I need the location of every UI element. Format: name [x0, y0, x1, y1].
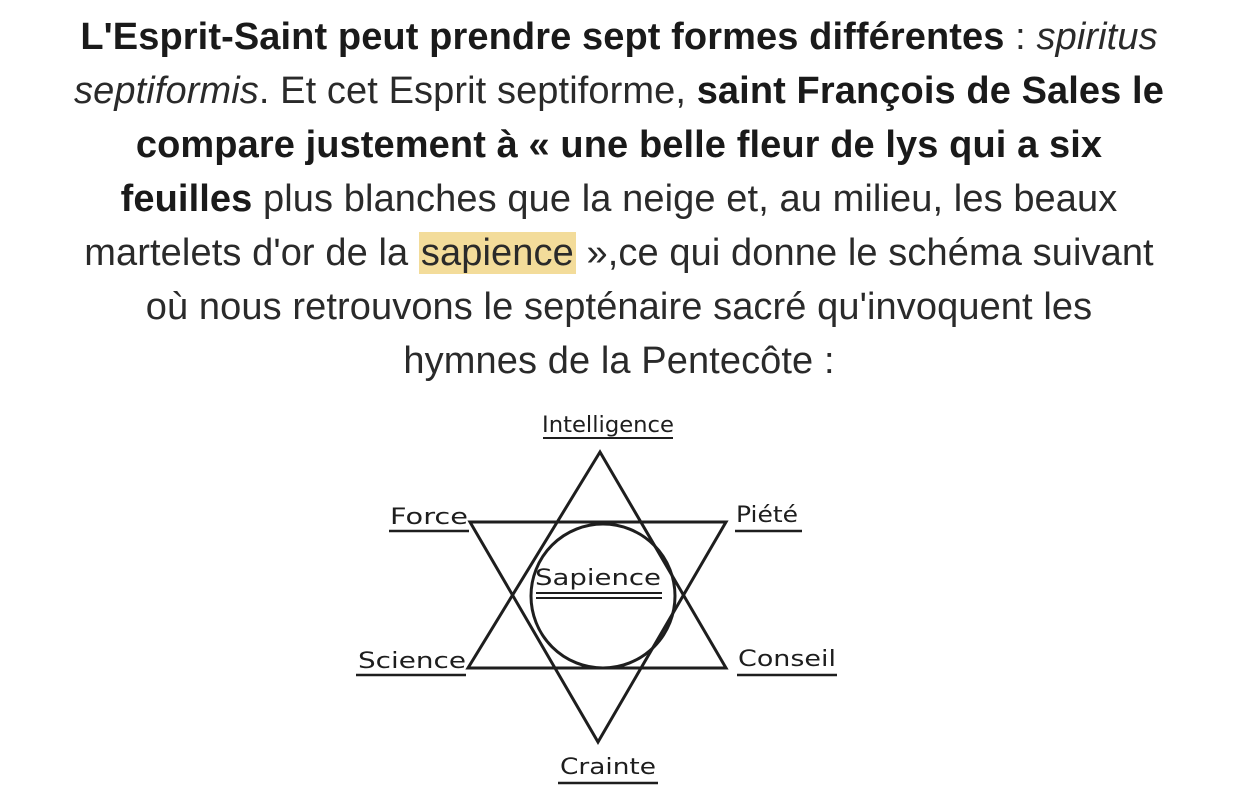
paragraph-line-4 — [0, 172, 1238, 226]
plain-text: : — [1004, 16, 1037, 58]
paragraph-line-3 — [0, 118, 1238, 172]
article-paragraph — [0, 10, 1238, 388]
downward-triangle — [470, 522, 726, 742]
star-of-david-figure — [340, 400, 860, 800]
plain-text: plus blanches que la neige et, au milieu, les beaux — [252, 178, 1118, 220]
italic-text: septiformis — [74, 70, 259, 112]
upward-triangle — [468, 452, 726, 668]
label-force: Force — [390, 505, 468, 530]
label-piete: Piété — [736, 503, 798, 528]
highlighted-word[interactable]: sapience — [420, 232, 574, 274]
italic-text: spiritus — [1036, 16, 1158, 58]
paragraph-line-1 — [0, 10, 1238, 64]
bold-text: feuilles — [120, 178, 253, 220]
plain-text: »,ce qui donne le schéma suivant — [575, 232, 1154, 274]
bold-text: compare justement à « une belle fleur de lys qui a six — [135, 124, 1103, 166]
bold-text: saint François de Sales le — [696, 70, 1164, 112]
paragraph-line-2 — [0, 64, 1238, 118]
paragraph-line-6: où nous retrouvons le septénaire sacré qu'invoquent les — [145, 286, 1093, 328]
center-circle — [531, 524, 675, 668]
plain-text: . Et cet Esprit septiforme, — [258, 70, 697, 112]
paragraph-line-7: hymnes de la Pentecôte : — [403, 340, 835, 382]
label-sapience: Sapience — [535, 566, 661, 591]
label-science: Science — [358, 649, 466, 674]
label-crainte: Crainte — [560, 755, 656, 780]
label-intelligence: Intelligence — [542, 413, 674, 438]
plain-text: martelets d'or de la — [84, 232, 419, 274]
bold-text: L'Esprit-Saint peut prendre sept formes différentes — [80, 16, 1005, 58]
septenary-diagram — [340, 400, 860, 800]
label-conseil: Conseil — [738, 647, 836, 672]
paragraph-line-5 — [0, 226, 1238, 280]
